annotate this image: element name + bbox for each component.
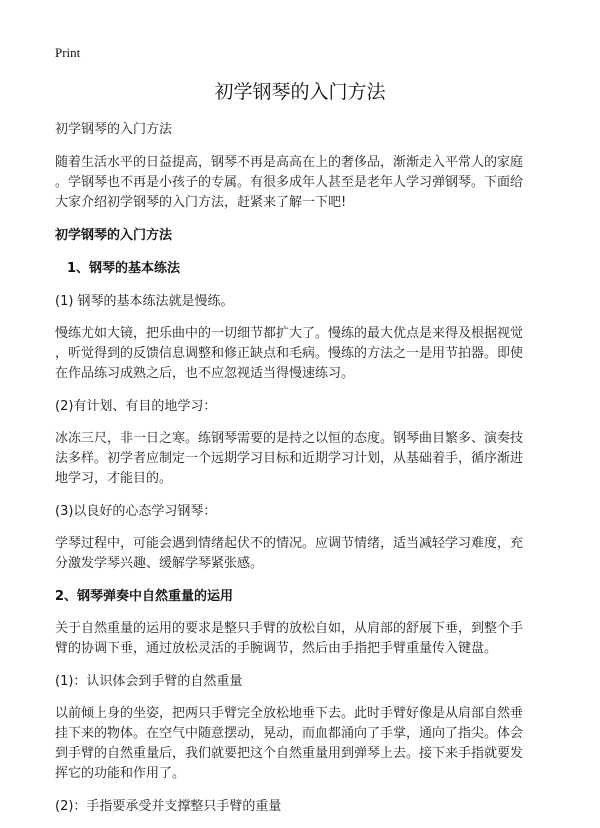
s1-paragraph-1 [55, 324, 567, 384]
print-link[interactable]: Print [55, 45, 81, 60]
paragraph-line: 到手臂的自然重量后，我们就要把这个自然重量用到弹琴上去。接下来手指就要发 [55, 746, 524, 761]
s1-paragraph-3 [55, 534, 567, 574]
intro-line: 。学钢琴也不再是小孩子的专属。有很多成年人甚至是老年人学习弹钢琴。下面给 [55, 175, 524, 190]
page-title: 初学钢琴的入门方法 [214, 81, 386, 103]
s1-paragraph-2 [55, 429, 567, 489]
intro-paragraph [55, 153, 567, 213]
article-body [55, 120, 567, 817]
s2-paragraph-1 [55, 619, 567, 659]
section-2-heading: 2、钢琴弹奏中自然重量的运用 [55, 589, 234, 604]
paragraph-line: 挂下来的物体。在空气中随意摆动，晃动，而血都涌向了手掌，通向了指尖。体会 [55, 726, 524, 741]
intro-line: 大家介绍初学钢琴的入门方法，赶紧来了解一下吧! [55, 195, 347, 210]
paragraph-line: 法多样。初学者应制定一个远期学习目标和近期学习计划，从基础着手，循序渐进 [55, 451, 524, 466]
paragraph-line: 分激发学琴兴趣、缓解学琴紧张感。 [55, 556, 264, 571]
subtitle: 初学钢琴的入门方法 [55, 122, 173, 137]
section-1-heading: 1、钢琴的基本练法 [67, 261, 181, 276]
paragraph-line: ，听觉得到的反馈信息调整和修正缺点和毛病。慢练的方法之一是用节拍器。即使 [55, 346, 524, 361]
paragraph-line: 学琴过程中，可能会遇到情绪起伏不的情况。应调节情绪，适当减轻学习难度，充 [55, 536, 524, 551]
s2-point-2: (2)：手指要承受并支撑整只手臂的重量 [55, 799, 282, 814]
section-heading: 初学钢琴的入门方法 [55, 228, 173, 243]
paragraph-line: 挥它的功能和作用了。 [55, 766, 186, 781]
paragraph-line: 地学习，才能目的。 [55, 471, 173, 486]
s1-point-2: (2)有计划、有目的地学习： [55, 399, 217, 414]
s2-point-1: (1)：认识体会到手臂的自然重量 [55, 674, 243, 689]
paragraph-line: 在作品练习成熟之后，也不应忽视适当得慢速练习。 [55, 366, 355, 381]
paragraph-line: 关于自然重量的运用的要求是整只手臂的放松自如，从肩部的舒展下垂，到整个手 [55, 621, 524, 636]
s1-point-1: (1) 钢琴的基本练法就是慢练。 [55, 294, 234, 309]
intro-line: 随着生活水平的日益提高，钢琴不再是高高在上的奢侈品，渐渐走入平常人的家庭 [55, 155, 524, 170]
paragraph-line: 臂的协调下垂，通过放松灵活的手腕调节，然后由手指把手臂重量传入键盘。 [55, 641, 498, 656]
s1-point-3: (3)以良好的心态学习钢琴： [55, 504, 217, 519]
paragraph-line: 慢练尤如大镜，把乐曲中的一切细节都扩大了。慢练的最大优点是来得及根据视觉 [55, 326, 524, 341]
paragraph-line: 以前倾上身的坐姿，把两只手臂完全放松地垂下去。此时手臂好像是从肩部自然垂 [55, 706, 524, 721]
s2-paragraph-2 [55, 704, 567, 784]
paragraph-line: 冰冻三尺，非一日之寒。练钢琴需要的是持之以恒的态度。钢琴曲目繁多、演奏技 [55, 431, 524, 446]
